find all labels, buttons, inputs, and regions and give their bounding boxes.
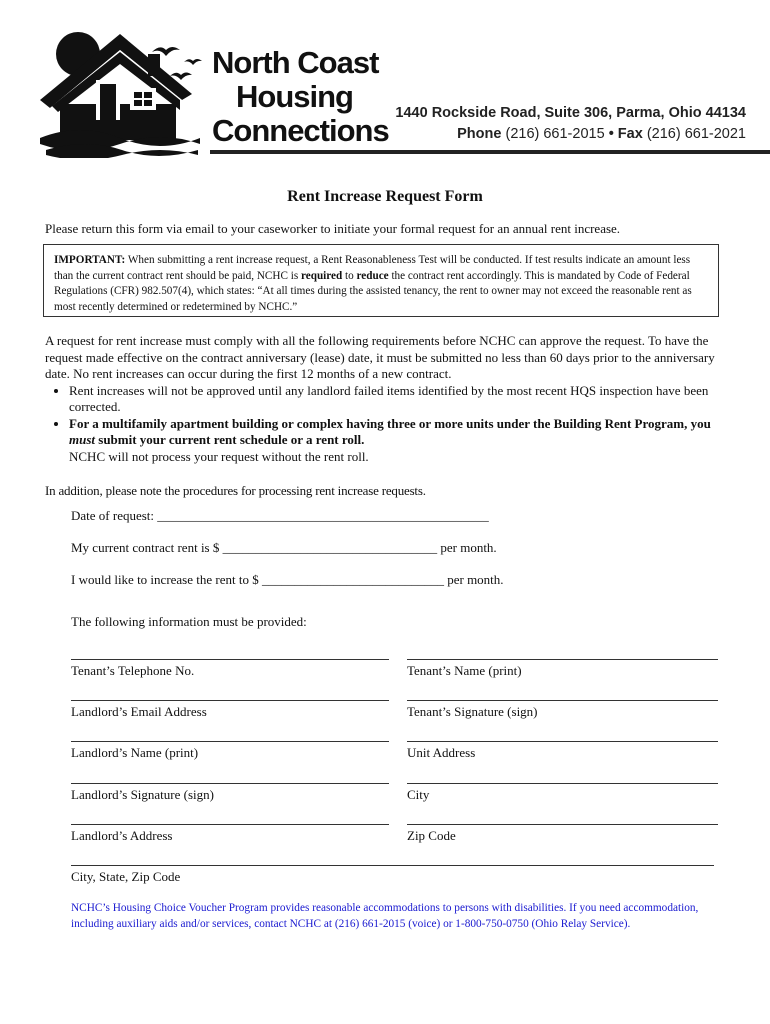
landlord-signature-line[interactable]: [71, 783, 389, 784]
tenant-name-label: Tenant’s Name (print): [407, 663, 522, 678]
unit-address-label: Unit Address: [407, 745, 476, 760]
landlord-name-line[interactable]: [71, 741, 389, 742]
landlord-address-label: Landlord’s Address: [71, 828, 173, 843]
tenant-signature-label: Tenant’s Signature (sign): [407, 704, 538, 719]
house-logo-icon: [36, 28, 208, 158]
important-required: required: [301, 269, 343, 282]
landlord-email-label: Landlord’s Email Address: [71, 704, 207, 719]
zip-code-label: Zip Code: [407, 828, 456, 843]
requirement-must: must: [69, 432, 96, 447]
fax-number: (216) 661-2021: [646, 126, 746, 142]
fax-label: Fax: [617, 126, 643, 142]
current-rent-field[interactable]: My current contract rent is $ _________________________________ per month.: [71, 540, 497, 555]
org-name-line-2: Housing: [236, 79, 353, 114]
city-state-zip-line[interactable]: [71, 865, 714, 866]
org-name-line-1: North Coast: [212, 45, 379, 80]
form-intro: Please return this form via email to your caseworker to initiate your formal request for an annual rent increase.: [45, 221, 621, 236]
important-label: IMPORTANT:: [54, 254, 126, 266]
landlord-signature-label: Landlord’s Signature (sign): [71, 787, 214, 802]
date-of-request-field[interactable]: Date of request: ___________________________________________________: [71, 508, 489, 523]
important-text-1: When submitting a rent increase request, a Rent Reasonableness Test will be conducted. If test results indicate an amount less than the current contract rent should be paid, NCHC is: [54, 254, 691, 282]
important-reduce: reduce: [356, 269, 389, 282]
landlord-name-label: Landlord’s Name (print): [71, 745, 199, 760]
city-label: City: [407, 787, 430, 802]
org-contact: [457, 126, 746, 142]
phone-label: Phone: [457, 126, 502, 142]
tenant-telephone-line[interactable]: [71, 659, 389, 660]
requirement-normal: NCHC will not process your request without the rent roll.: [69, 448, 369, 464]
landlord-address-line[interactable]: [71, 824, 389, 825]
in-addition-text: In addition, please note the procedures for processing rent increase requests.: [45, 483, 426, 498]
important-text-3: the contract rent accordingly. This is mandated by Code of Federal Regulations (CFR) 982.507(4), which states: “At all times during the assisted tenancy, the rent to owner may not exceed the reasonable rent as most recently determined or redetermined by NCHC.”: [54, 269, 692, 313]
city-line[interactable]: [407, 783, 718, 784]
unit-address-line[interactable]: [407, 741, 718, 742]
phone-number: (216) 661-2015: [505, 126, 605, 142]
info-heading: The following information must be provided:: [71, 614, 307, 629]
form-title: Rent Increase Request Form: [287, 188, 483, 205]
header-rule: [210, 150, 770, 154]
requested-rent-field[interactable]: I would like to increase the rent to $ ____________________________ per month.: [71, 572, 504, 587]
org-name-line-3: Connections: [212, 113, 389, 148]
tenant-signature-line[interactable]: [407, 700, 718, 701]
org-address: 1440 Rockside Road, Suite 306, Parma, Ohio 44134: [395, 105, 746, 121]
zip-code-line[interactable]: [407, 824, 718, 825]
requirement-bold-b: submit your current rent schedule or a rent roll.: [95, 432, 365, 447]
requirement-bold-a: For a multifamily apartment building or complex having three or more units under the Building Rent Program, you: [69, 415, 711, 431]
accommodation-note: NCHC’s Housing Choice Voucher Program provides reasonable accommodations to persons with disabilities. If you need accommodation, including auxiliary aids and/or services, contact NCHC at (216) 661-2015 (voice) or 1-800-750-0750 (Ohio Relay Service).: [71, 902, 699, 930]
important-notice: [43, 244, 719, 317]
contact-separator: •: [608, 126, 614, 142]
requirements-paragraph: A request for rent increase must comply with all the following requirements before NCHC can approve the request. To have the request made effective on the contract anniversary (lease) date, it must be submitted no less than 60 days prior to the anniversary date. No rent increases can occur during the first 12 months of a new contract.: [45, 333, 715, 381]
important-text-2: to: [342, 269, 357, 282]
city-state-zip-label: City, State, Zip Code: [71, 869, 181, 884]
tenant-telephone-label: Tenant’s Telephone No.: [71, 663, 195, 678]
requirements-list: [45, 383, 725, 466]
requirements-section: [45, 333, 725, 465]
landlord-email-line[interactable]: [71, 700, 389, 701]
tenant-name-line[interactable]: [407, 659, 718, 660]
requirement-item: [69, 416, 725, 466]
requirement-item: • Rent increases will not be approved until any landlord failed items identified by the most recent HQS inspection have been corrected.: [69, 383, 725, 416]
